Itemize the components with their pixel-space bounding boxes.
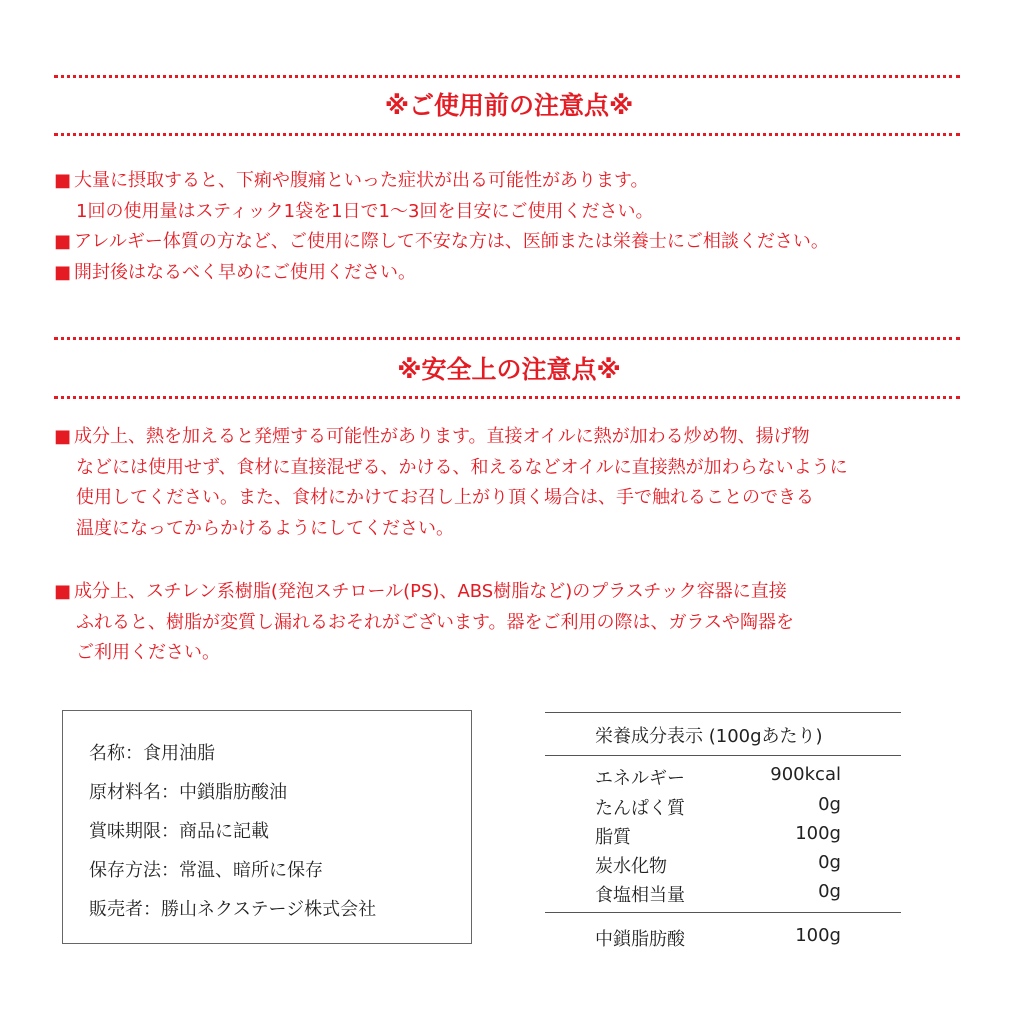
nutrition-row: エネルギー 900kcal — [595, 764, 841, 789]
nutrition-row: 炭水化物 0g — [595, 852, 841, 877]
safety-caution-heading: ※安全上の注意点※ — [397, 355, 621, 384]
heading-divider — [54, 133, 960, 136]
usage-caution-heading: ※ご使用前の注意点※ — [384, 91, 634, 120]
caution-item: ■ アレルギー体質の方など、ご使用に際して不安な方は、医師または栄養士にご相談ください。 — [54, 227, 979, 258]
caution-item: ■ 大量に摂取すると、下痢や腹痛といった症状が出る可能性があります。 — [54, 166, 979, 197]
nutrition-top-rule — [545, 712, 901, 713]
caution-item-continuation: 1回の使用量はスティック1袋を1日で1〜3回を目安にご使用ください。 — [76, 200, 654, 222]
nutrition-bottom-rule — [545, 912, 901, 913]
square-bullet-icon: ■ — [54, 231, 72, 252]
caution-item: ■ 開封後はなるべく早めにご使用ください。 — [54, 258, 979, 289]
square-bullet-icon: ■ — [54, 426, 72, 447]
nutrition-extra-row: 中鎖脂肪酸 100g — [595, 925, 841, 950]
nutrition-title: 栄養成分表示 (100gあたり) — [595, 726, 823, 747]
product-best-before: 賞味期限：商品に記載 — [89, 821, 269, 842]
product-ingredients: 原材料名：中鎖脂肪酸油 — [89, 782, 287, 803]
product-info-box — [62, 710, 472, 944]
nutrition-row: 脂質 100g — [595, 823, 841, 848]
product-seller: 販売者：勝山ネクステージ株式会社 — [89, 899, 377, 920]
section2-heading-divider — [54, 396, 960, 399]
nutrition-row: 食塩相当量 0g — [595, 881, 841, 906]
square-bullet-icon: ■ — [54, 261, 72, 283]
safety-caution-para2: ■ 成分上、スチレン系樹脂(発泡スチロール(PS)、ABS樹脂など)のプラスチック容器に直接 ふれると、樹脂が変質し漏れるおそれがございます。器をご利用の際は、ガラスや陶器を ご利用ください。 — [54, 577, 979, 669]
product-name: 名称：食用油脂 — [89, 743, 215, 764]
top-divider — [54, 75, 960, 78]
square-bullet-icon: ■ — [54, 581, 72, 602]
square-bullet-icon: ■ — [54, 170, 72, 191]
usage-caution-list — [54, 166, 979, 288]
nutrition-title-rule — [545, 755, 901, 756]
section2-top-divider — [54, 337, 960, 340]
nutrition-row: たんぱく質 0g — [595, 794, 841, 819]
safety-caution-para1: ■ 成分上、熱を加えると発煙する可能性があります。直接オイルに熱が加わる炒め物、揚げ物 などには使用せず、食材に直接混ぜる、かける、和えるなどオイルに直接熱が加わらないように 使用してください。また、食材にかけてお召し上がり頂く場合は、手で触れることのできる 温度になってからかけるようにしてください。 — [54, 422, 979, 544]
product-storage: 保存方法：常温、暗所に保存 — [89, 860, 323, 881]
